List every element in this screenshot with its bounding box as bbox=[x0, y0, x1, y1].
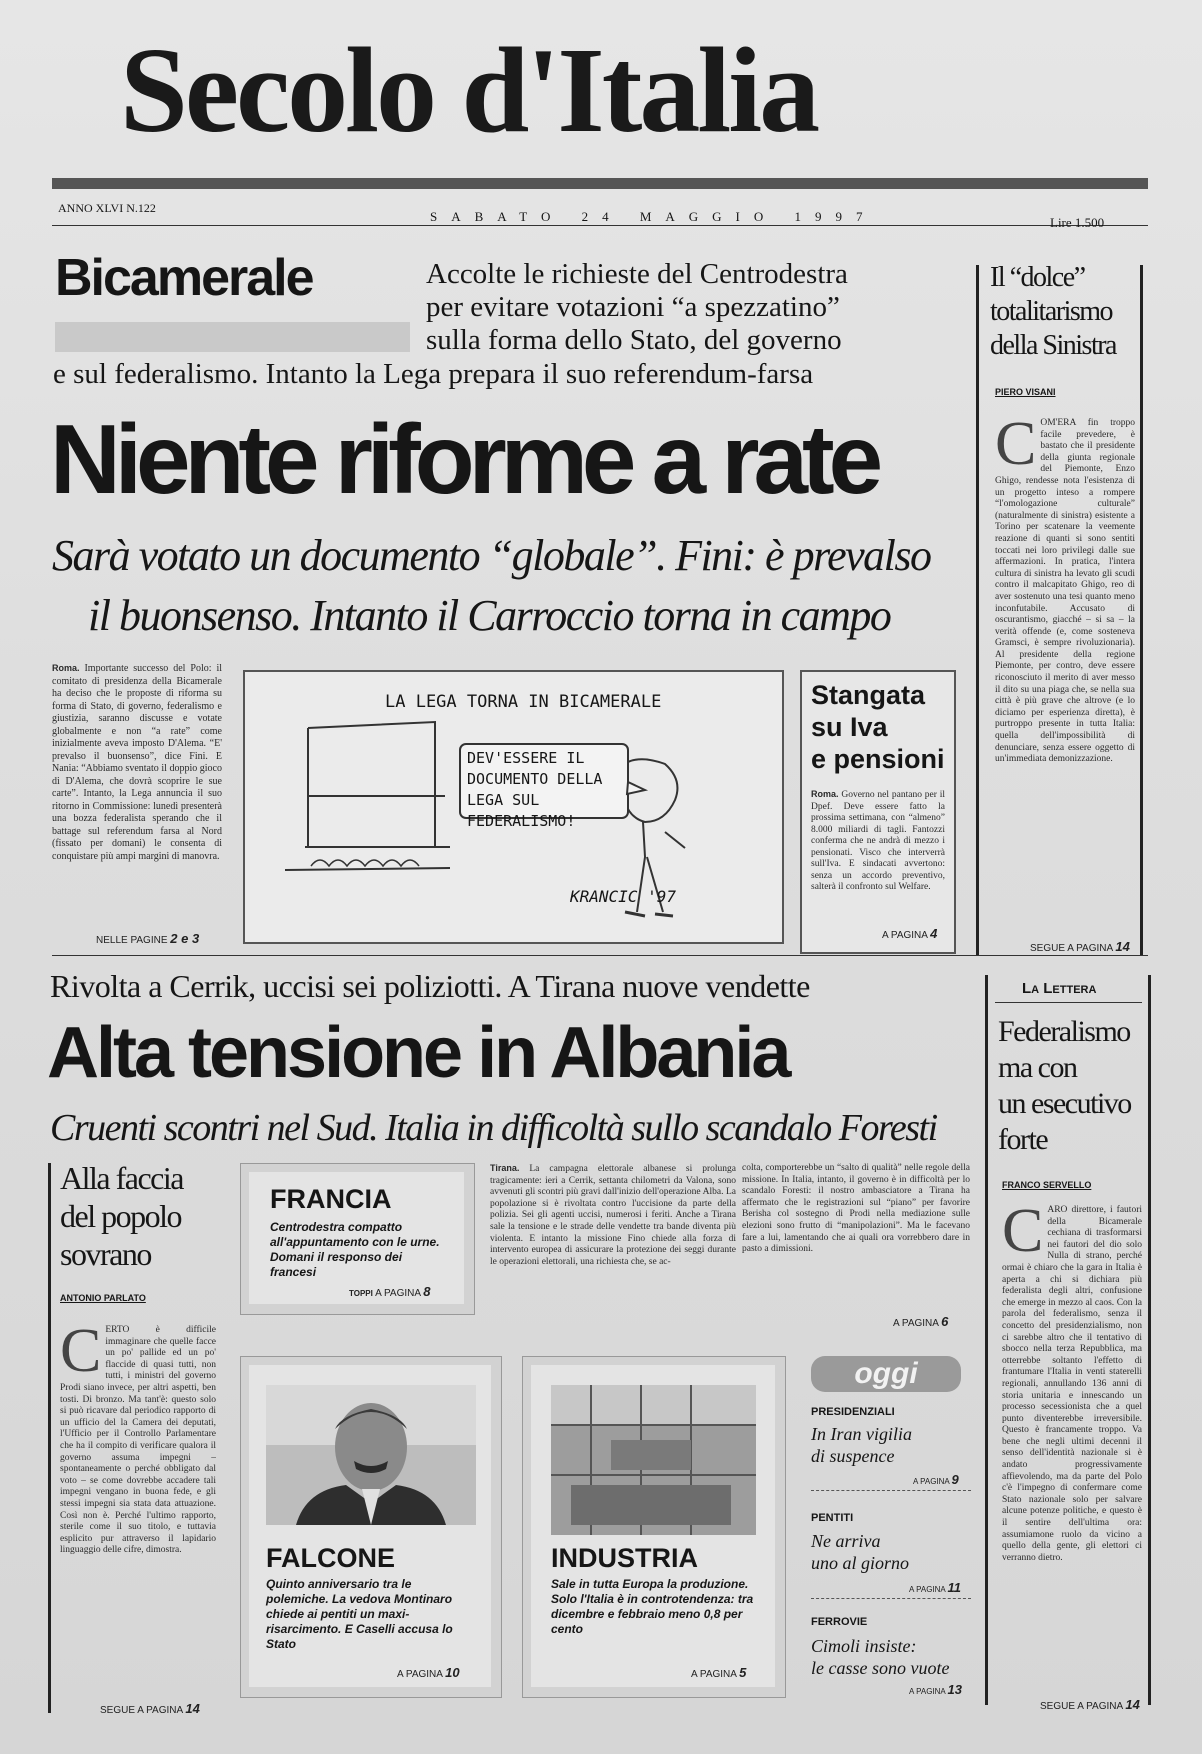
lettera-headline-l1: Federalismo bbox=[998, 1015, 1130, 1048]
editorial1-body: C OM'ERA fin troppo facile prevedere, è bastato che il presidente della giunta regionale del Piemonte, Enzo Ghigo, rendesse nota l'esistenza di un progetto inteso a rompere “l'omologazione culturale” (naturalmente di sinistra) esistente a Torino per scatenare la veemente reazione di quanti si sono sentiti toccati nei loro privilegi dalle sue affermazioni. In pratica, l'intera cultura di sinistra ha levato gli scudi contro il malcapitato Ghigo, reo di aver sostenuto una tesi quanto meno inconfutabile. Accusato di oscurantismo, giacché – si sa – la verità offende (e, come sosteneva Gramsci, è sempre rivoluzionaria). Al presidente della regione Piemonte, per contro, deve essere riconosciuto il merito di aver messo il dito su una piaga che, se nella sua città è più grave che altrove (e lo diciamo per esperienza diretta), è purtroppo presente in tutta Italia: quella dell'impossibilità di denunciare, senza essere oggetto di un'immediata demonizzazione. bbox=[995, 418, 1135, 765]
industria-body: Sale in tutta Europa la produzione. Solo l'Italia è in controtendenza: tra dicembre e febbraio meno 0,8 per cento bbox=[551, 1577, 754, 1636]
masthead-title: Secolo d'Italia bbox=[120, 23, 818, 158]
cartoon-bubble-text: DEV'ESSERE IL DOCUMENTO DELLA LEGA SUL FEDERALISMO! bbox=[467, 749, 603, 830]
falcone-page-ref: A PAGINA 10 bbox=[397, 1665, 460, 1680]
masthead-rule-thick bbox=[52, 178, 1148, 189]
issue-date: SABATO 24 MAGGIO 1997 bbox=[430, 209, 877, 224]
lead-deck-line1: Accolte le richieste del Centrodestra bbox=[426, 258, 848, 290]
lead-subhead-line1: Sarà votato un documento “globale”. Fini: è prevalso bbox=[52, 531, 931, 580]
industria-inner bbox=[531, 1365, 775, 1687]
falcone-inner bbox=[249, 1365, 491, 1687]
oggi-divider bbox=[811, 1598, 971, 1600]
editorial1-headline-l1: Il “dolce” bbox=[990, 262, 1085, 293]
industria-headline: INDUSTRIA bbox=[551, 1543, 698, 1573]
albania-kicker: Rivolta a Cerrik, uccisi sei poliziotti. A Tirana nuove vendette bbox=[50, 968, 810, 1004]
parlato-dropcap: C bbox=[60, 1325, 102, 1385]
left-column-rule-bottom bbox=[48, 1163, 51, 1713]
lead-kicker: Bicamerale bbox=[55, 249, 313, 307]
section-rule bbox=[52, 955, 1148, 956]
parlato-page-ref: SEGUE A PAGINA 14 bbox=[100, 1701, 200, 1716]
albania-headline: Alta tensione in Albania bbox=[47, 1013, 789, 1093]
lettera-page-ref: SEGUE A PAGINA 14 bbox=[1040, 1697, 1140, 1712]
oggi-item-text: Ne arriva bbox=[811, 1531, 881, 1551]
lettera-label: La Lettera bbox=[1022, 980, 1097, 997]
stangata-body: Roma. Governo nel pantano per il Dpef. Deve essere fatto la prossima settimana, con “almeno” 8.000 miliardi di tagli. Fantozzi conferma che ne andrà di mezzo i pensionati. Visco che interverrà sull'Iva. E sindacati avvertono: senza un accordo preventivo, salterà il confronto sul Welfare. bbox=[811, 789, 945, 892]
oggi-item-section: FERROVIE bbox=[811, 1616, 868, 1628]
stangata-headline-l2: su Iva bbox=[811, 712, 888, 742]
albania-page-ref: A PAGINA 6 bbox=[893, 1314, 949, 1329]
falcone-box bbox=[240, 1356, 502, 1698]
stangata-page-ref: A PAGINA 4 bbox=[882, 926, 938, 941]
lead-page-ref: NELLE PAGINE 2 e 3 bbox=[96, 931, 200, 946]
cartoon-frame bbox=[243, 670, 784, 944]
lead-dateline: Roma. bbox=[52, 663, 80, 673]
lettera-label-rule bbox=[995, 1002, 1142, 1003]
lettera-headline-l3: un esecutivo bbox=[998, 1087, 1131, 1120]
oggi-label: oggi bbox=[811, 1356, 961, 1392]
issue-number: ANNO XLVI N.122 bbox=[58, 201, 156, 215]
editorial1-headline-l2: totalitarismo bbox=[990, 296, 1113, 327]
oggi-item-text: le casse sono vuote bbox=[811, 1658, 950, 1678]
lead-subhead-line2: il buonsenso. Intanto il Carroccio torna in campo bbox=[88, 591, 891, 640]
oggi-item-section: PRESIDENZIALI bbox=[811, 1406, 895, 1418]
oggi-item-section: PENTITI bbox=[811, 1512, 854, 1524]
lettera-body: C ARO direttore, i fautori della Bicamerale cechiana di trasformarsi nei fautori del dio solo Nulla di strano, perché ormai è chiaro che la gara in Italia è aperta a chi si dichiara più federalista degli altri, confusione che emerge in mezzo al caos. Con la parola del federalismo, senza il concetto del presidenzialismo, non ci sarebbe altro che il tentativo di sbocco nella terza Repubblica, ma otterrebbe soltanto l'effetto di frantumare l'Italia in venti staterelli regionali, annullando 136 anni di storia unitaria e innescando un processo secessionista che a quel punto diventerebbe irreversibile. Questo è francamente troppo. Va bene che negli ultimi decenni il senso dell'identità nazionale si è andato progressivamente affievolendo, ma da parte del Polo c'è l'impegno di confermare come Stato nazionale solo per salvare alcune potenze politiche, e questo è il sentire dell'ultima ora: assumiamone ruolo da vicino a quello della gente, gli elettori ci verranno dietro. bbox=[1002, 1205, 1142, 1563]
falcone-body: Quinto anniversario tra le polemiche. La vedova Montinaro chiede ai pentiti un maxi-risarcimento. E Caselli accusa lo Stato bbox=[266, 1577, 453, 1651]
right-column-rule-top bbox=[976, 265, 979, 955]
parlato-body: C ERTO è difficile immaginare che quelle facce un po' pallide ed un po' flaccide di quasi tutti, non tutti, i ministri del governo Prodi siano invece, per altri aspetti, ben tosti. Di bronzo. Ma tant'è: questo solo si può ricavare dal periodico rapporto di un ufficio del la Camera dei deputati, l'Ufficio per il Controllo Parlamentare che ha il compito di verificare qualora il governo assuma impegni – spontaneamente o perché obbligato dal voto – se come dovrebbe accadere tali impegni vengano in buona fede, e gli stessi impegni sia stata data attuazione. Così non è. Perché l'ultimo rapporto, sterile come il suo titolo, e tuttavia esplicito pur attraverso il lapidario linguaggio delle cifre, dimostra. bbox=[60, 1325, 216, 1556]
editorial1-headline-l3: della Sinistra bbox=[990, 330, 1116, 361]
lettera-headline-l2: ma con bbox=[998, 1051, 1077, 1084]
oggi-item-ref: A PAGINA 13 bbox=[909, 1682, 963, 1697]
editorial1-author: PIERO VISANI bbox=[995, 387, 1056, 397]
francia-headline: FRANCIA bbox=[270, 1184, 392, 1214]
parlato-headline-l3: sovrano bbox=[60, 1236, 151, 1272]
right-column-rule-bottom bbox=[985, 975, 988, 1705]
albania-body-col2: colta, comporterebbe un “salto di qualità” nelle regole della missione. In Italia, intanto, il governo è in difficoltà per lo scandalo Foresti: il nostro ambasciatore a Tirana ha affermato che le registrazioni sul “piano” per favorire Berisha col sostegno di Prodi nella mediazione sulle elezioni sono frutto di “manipolazioni”. Ma le facevano fare a lui, lamentando che ai quali ora vorrebbero dare in pasto a dimissioni. bbox=[742, 1163, 970, 1255]
lead-headline: Niente riforme a rate bbox=[50, 404, 878, 514]
parlato-headline-l2: del popolo bbox=[60, 1198, 181, 1234]
industria-page-ref: A PAGINA 5 bbox=[691, 1665, 747, 1680]
issue-price: Lire 1.500 bbox=[1050, 215, 1105, 230]
falcone-photo bbox=[266, 1385, 476, 1525]
editorial1-dropcap: C bbox=[995, 418, 1037, 478]
parlato-headline-l1: Alla faccia bbox=[60, 1160, 183, 1196]
francia-body: Centrodestra compatto all'appuntamento con le urne. Domani il responso dei francesi bbox=[270, 1220, 440, 1279]
right-column-rule-top-right bbox=[1140, 265, 1143, 955]
oggi-panel bbox=[803, 1356, 971, 1696]
francia-box bbox=[240, 1163, 475, 1315]
lead-deck-line3: sulla forma dello Stato, del governo bbox=[426, 324, 842, 356]
cartoon-signature: KRANCIC '97 bbox=[570, 887, 676, 906]
industria-box bbox=[522, 1356, 786, 1698]
editorial1-page-ref: SEGUE A PAGINA 14 bbox=[1030, 939, 1130, 954]
stangata-headline-l3: e pensioni bbox=[811, 744, 945, 774]
oggi-item-ref: A PAGINA 9 bbox=[913, 1472, 959, 1487]
oggi-divider bbox=[811, 1490, 971, 1492]
oggi-item-ref: A PAGINA 11 bbox=[909, 1580, 962, 1595]
cartoon-caption: LA LEGA TORNA IN BICAMERALE bbox=[385, 692, 662, 712]
francia-page-ref: TOPPI A PAGINA 8 bbox=[349, 1284, 431, 1299]
industria-photo bbox=[551, 1385, 756, 1535]
lead-deck-line4: e sul federalismo. Intanto la Lega prepara il suo referendum-farsa bbox=[53, 358, 814, 390]
lettera-headline-l4: forte bbox=[998, 1123, 1048, 1156]
albania-body-col1: Tirana. La campagna elettorale albanese si prolunga tragicamente: ieri a Cerrik, settanta chilometri da Valona, sono avvenuti gli scontri più gravi dall'inizio dell'operazione Alba. La popolazione si è rivoltata contro l'uccisione da parte della polizia. Sei gli agenti uccisi, numerosi i feriti. Anche a Tirana sale la tensione e le strade delle vendette tra bande diventa più violenta. E intanto la missione Fino chiede alla forza di intervento europea di assicurare la protezione dei seggi durante le operazioni elettorali, una richiesta che, se ac- bbox=[490, 1163, 736, 1267]
oggi-item-text: Cimoli insiste: bbox=[811, 1636, 917, 1656]
lead-deck-line2: per evitare votazioni “a spezzatino” bbox=[426, 291, 840, 323]
lead-body-text: Importante successo del Polo: il comitato di presidenza della Bicamerale ha deciso che le proposte di riforma su forma di Stato, di governo, federalismo e giustizia, saranno discusse e votate globalmente e non “a rate” come inizialmente aveva imposto D'Alema. “E' prevalso il buonsenso”, dice Fini. E Nania: “Abbiamo sventato il doppio gioco di D'Alema, che dovrà scoprire le sue carte”. Intanto, la Lega annuncia il suo ritorno in Commissione: lunedì presenterà una bozza federalista sperando che il battage sul referendum farsa al Nord (fissato per domani) le consenta di conquistare più ampi margini di manovra. bbox=[52, 663, 222, 862]
oggi-item-text: In Iran vigilia bbox=[811, 1424, 912, 1444]
stangata-box bbox=[800, 670, 956, 954]
oggi-item-text: di suspence bbox=[811, 1446, 895, 1466]
stangata-headline-l1: Stangata bbox=[811, 680, 926, 710]
right-column-rule-bottom-right bbox=[1148, 975, 1151, 1705]
masthead-rule-thin bbox=[52, 225, 1148, 226]
kicker-shade-bar bbox=[55, 322, 410, 352]
lettera-dropcap: C bbox=[1002, 1205, 1044, 1265]
francia-inner bbox=[249, 1172, 464, 1304]
lead-body bbox=[52, 662, 222, 932]
albania-subhead: Cruenti scontri nel Sud. Italia in difficoltà sullo scandalo Foresti bbox=[50, 1107, 937, 1149]
parlato-author: ANTONIO PARLATO bbox=[60, 1293, 146, 1303]
falcone-headline: FALCONE bbox=[266, 1543, 396, 1573]
lettera-author: FRANCO SERVELLO bbox=[1002, 1180, 1092, 1190]
oggi-item-text: uno al giorno bbox=[811, 1553, 910, 1573]
